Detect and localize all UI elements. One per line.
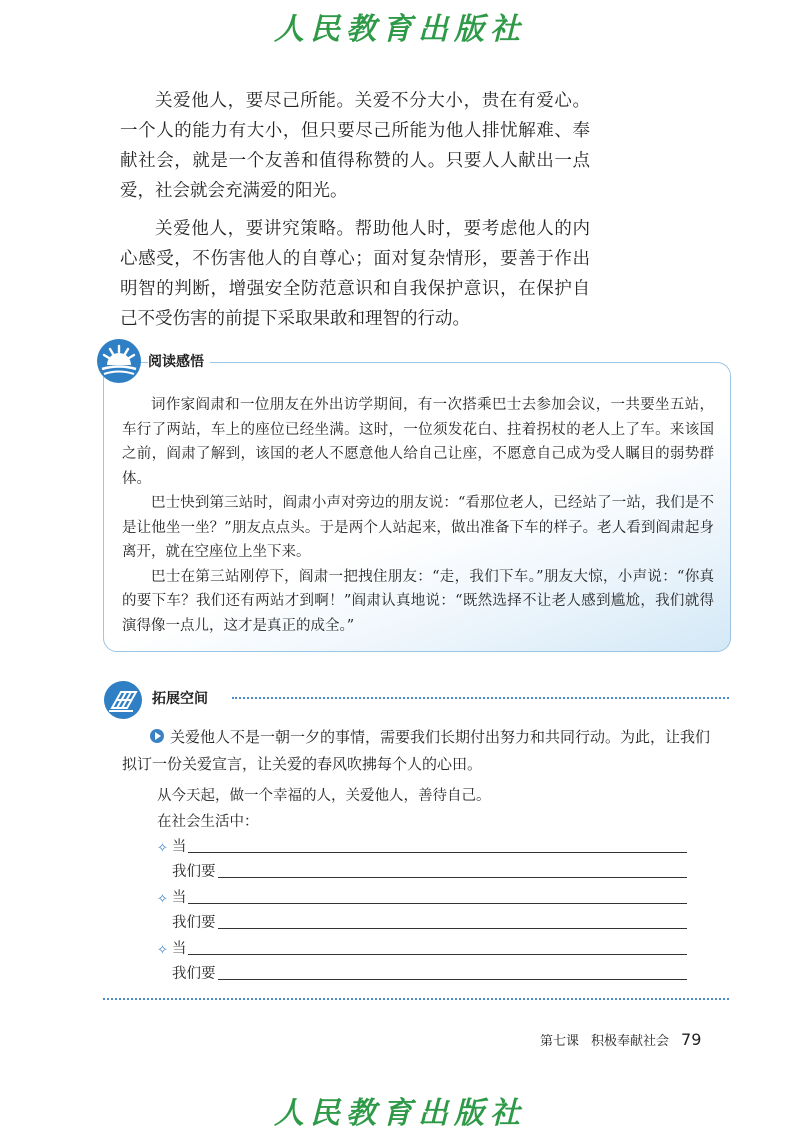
- we-blank-2[interactable]: [218, 928, 688, 929]
- divider-dotted-top: [232, 697, 729, 699]
- when-label: 当: [171, 890, 187, 906]
- we-label: 我们要: [172, 966, 216, 982]
- diamond-bullet-icon: ✧: [157, 943, 168, 958]
- extension-title: 拓展空间: [152, 691, 208, 707]
- divider-dotted-bottom: [103, 998, 729, 1000]
- when-blank-1[interactable]: [188, 852, 687, 853]
- we-row-3: [172, 961, 687, 983]
- publisher-logo-bottom: 人民教育出版社: [274, 1096, 526, 1131]
- when-label: 当: [171, 941, 187, 957]
- we-blank-1[interactable]: [218, 877, 688, 878]
- play-icon: [150, 729, 164, 743]
- reading-paragraph-3: 巴士在第三站刚停下，阎肃一把拽住朋友：“走，我们下车。”朋友大惊，小声说：“你真的要下车？我们还有两站才到啊！”阎肃认真地说：“既然选择不让老人感到尴尬，我们就得演得像一点儿，这才是真正的成全。”: [122, 568, 714, 634]
- reading-paragraph-1: 词作家阎肃和一位朋友在外出访学期间，有一次搭乘巴士去参加会议，一共要坐五站，车行了两站，车上的座位已经坐满。这时，一位须发花白、拄着拐杖的老人上了车。来该国之前，阎肃了解到，该国的老人不愿意他人给自己让座，不愿意自己成为受人瞩目的弱势群体。: [122, 397, 714, 487]
- diamond-bullet-icon: ✧: [157, 892, 168, 907]
- page-number: 79: [681, 1030, 702, 1049]
- publisher-logo-top: 人民教育出版社: [274, 12, 526, 47]
- sunrise-icon: [96, 338, 142, 384]
- reading-title: 阅读感悟: [148, 351, 210, 371]
- paragraph-2: 关爱他人，要讲究策略。帮助他人时，要考虑他人的内心感受，不伤害他人的自尊心；面对复杂情形，要善于作出明智的判断，增强安全防范意识和自我保护意识，在保护自己不受伤害的前提下采取果敢和理智的行动。: [120, 219, 590, 329]
- footer-title: 积极奉献社会: [591, 1034, 670, 1049]
- diamond-bullet-icon: ✧: [157, 841, 168, 856]
- when-row-3: [157, 936, 687, 958]
- reading-paragraph-2: 巴士快到第三站时，阎肃小声对旁边的朋友说：“看那位老人，已经站了一站，我们是不是让他坐一坐？”朋友点点头。于是两个人站起来，做出准备下车的样子。老人看到阎肃起身离开，就在空座位上坐下来。: [122, 495, 714, 560]
- we-row-1: [172, 859, 687, 881]
- declaration-line-2: 在社会生活中：: [157, 814, 259, 830]
- page-footer: [540, 1030, 701, 1049]
- when-blank-2[interactable]: [188, 903, 687, 904]
- declaration-line-1: 从今天起，做一个幸福的人，关爱他人，善待自己。: [157, 788, 491, 804]
- when-blank-3[interactable]: [188, 954, 687, 955]
- when-row-2: [157, 885, 687, 907]
- footer-lesson: 第七课: [540, 1034, 580, 1049]
- when-row-1: [157, 834, 687, 856]
- paragraph-1: 关爱他人，要尽己所能。关爱不分大小，贵在有爱心。一个人的能力有大小，但只要尽己所能为他人排忧解难、奉献社会，就是一个友善和值得称赞的人。只要人人献出一点爱，社会就会充满爱的阳光。: [120, 91, 590, 201]
- extension-intro-text: 关爱他人不是一朝一夕的事情，需要我们长期付出努力和共同行动。为此，让我们拟订一份关爱宣言，让关爱的春风吹拂每个人的心田。: [122, 728, 711, 773]
- we-row-2: [172, 910, 687, 932]
- extension-intro: [122, 724, 722, 778]
- main-text: [120, 86, 590, 342]
- we-label: 我们要: [172, 864, 216, 880]
- we-blank-3[interactable]: [218, 979, 688, 980]
- we-label: 我们要: [172, 915, 216, 931]
- grid-space-icon: [103, 680, 143, 720]
- reading-content: [122, 393, 714, 638]
- when-label: 当: [171, 839, 187, 855]
